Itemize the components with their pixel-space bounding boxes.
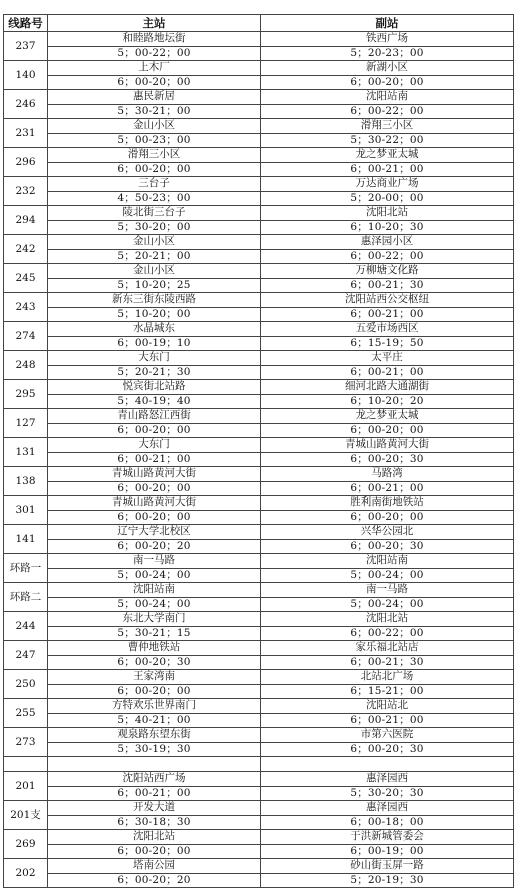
table-row	[4, 322, 514, 337]
main-station-name: 方特欢乐世界南门	[48, 699, 261, 714]
main-station-hours: 5；30-21；00	[48, 104, 261, 119]
table-row	[4, 467, 514, 482]
main-station-name: 开发大道	[48, 801, 261, 816]
route-number: 141	[4, 525, 48, 554]
route-number: 127	[4, 409, 48, 438]
main-station-hours: 6；00-20；00	[48, 684, 261, 699]
table-row	[4, 713, 514, 728]
table-row	[4, 786, 514, 801]
sub-station-name: 五爱市场西区	[261, 322, 514, 337]
sub-station-name: 兴华公园北	[261, 525, 514, 540]
main-station-name: 陵北街三台子	[48, 206, 261, 221]
main-station-name: 南一马路	[48, 554, 261, 569]
sub-station-name: 沈阳站南	[261, 554, 514, 569]
route-number: 202	[4, 859, 48, 888]
route-number: 242	[4, 235, 48, 264]
sub-station-hours: 5；30-20；30	[261, 786, 514, 801]
main-station-name: 金山小区	[48, 119, 261, 134]
main-station-name: 沈阳站南	[48, 583, 261, 598]
table-row	[4, 206, 514, 221]
table-row	[4, 336, 514, 351]
main-station-hours: 6；00-20；00	[48, 162, 261, 177]
main-station-name: 王家湾南	[48, 670, 261, 685]
sub-station-hours: 6；15-19；50	[261, 336, 514, 351]
sub-station-hours: 5；00-24；00	[261, 597, 514, 612]
main-station-hours: 5；40-19；40	[48, 394, 261, 409]
main-station-hours: 5；30-21；15	[48, 626, 261, 641]
route-number: 301	[4, 496, 48, 525]
main-station-hours: 5；00-24；00	[48, 597, 261, 612]
table-row	[4, 626, 514, 641]
route-table-body	[4, 32, 514, 888]
table-row	[4, 119, 514, 134]
main-station-name: 大东门	[48, 438, 261, 453]
sub-station-hours: 6；00-20；00	[261, 423, 514, 438]
route-number: 138	[4, 467, 48, 496]
main-station-name: 青城山路黄河大街	[48, 496, 261, 511]
spacer-row	[4, 757, 514, 772]
main-station-hours: 6；30-18；30	[48, 815, 261, 830]
table-row	[4, 568, 514, 583]
sub-station-hours: 6；00-22；00	[261, 104, 514, 119]
header-route-number: 线路号	[4, 15, 48, 32]
sub-station-name: 沈阳北站	[261, 206, 514, 221]
sub-station-hours: 6；00-18；00	[261, 815, 514, 830]
route-number: 296	[4, 148, 48, 177]
sub-station-name: 南一马路	[261, 583, 514, 598]
route-number: 247	[4, 641, 48, 670]
table-row	[4, 655, 514, 670]
table-row	[4, 148, 514, 163]
main-station-name: 大东门	[48, 351, 261, 366]
sub-station-hours: 6；00-21；30	[261, 278, 514, 293]
route-number: 255	[4, 699, 48, 728]
table-row	[4, 380, 514, 395]
table-row	[4, 873, 514, 888]
table-row	[4, 409, 514, 424]
sub-station-name: 于洪新城管委会	[261, 830, 514, 845]
sub-station-name: 万柳塘文化路	[261, 264, 514, 279]
main-station-hours: 6；00-20；00	[48, 75, 261, 90]
table-row	[4, 191, 514, 206]
table-row	[4, 641, 514, 656]
main-station-hours: 5；10-20；00	[48, 307, 261, 322]
table-row	[4, 815, 514, 830]
main-station-name: 沈阳北站	[48, 830, 261, 845]
sub-station-hours: 6；00-22；00	[261, 626, 514, 641]
sub-station-name: 胜利南街地铁站	[261, 496, 514, 511]
route-number: 201支	[4, 801, 48, 830]
main-station-hours: 6；00-20；30	[48, 655, 261, 670]
sub-station-name: 滑翔三小区	[261, 119, 514, 134]
table-row	[4, 220, 514, 235]
table-row	[4, 670, 514, 685]
main-station-name: 悦宾街北站路	[48, 380, 261, 395]
main-station-hours: 6；00-20；20	[48, 539, 261, 554]
route-number: 201	[4, 772, 48, 801]
table-row	[4, 104, 514, 119]
table-row	[4, 684, 514, 699]
table-row	[4, 859, 514, 874]
main-station-name: 金山小区	[48, 264, 261, 279]
main-station-name: 新东三街东陵西路	[48, 293, 261, 308]
sub-station-name: 沈阳北站	[261, 612, 514, 627]
main-station-hours: 6；00-21；00	[48, 786, 261, 801]
header-sub-station: 副站	[261, 15, 514, 32]
table-row	[4, 61, 514, 76]
table-row	[4, 365, 514, 380]
route-number: 232	[4, 177, 48, 206]
sub-station-hours: 6；00-21；00	[261, 162, 514, 177]
sub-station-hours: 6；10-20；30	[261, 220, 514, 235]
main-station-hours: 5；20-21；00	[48, 249, 261, 264]
sub-station-hours: 6；00-19；00	[261, 844, 514, 859]
table-row	[4, 801, 514, 816]
sub-station-name: 市第六医院	[261, 728, 514, 743]
sub-station-hours: 5；30-22；00	[261, 133, 514, 148]
sub-station-hours: 5；20-19；30	[261, 873, 514, 888]
sub-station-hours: 6；00-20；00	[261, 75, 514, 90]
table-row	[4, 264, 514, 279]
table-row	[4, 438, 514, 453]
table-row	[4, 293, 514, 308]
route-number: 269	[4, 830, 48, 859]
sub-station-name: 惠泽园小区	[261, 235, 514, 250]
main-station-hours: 5；00-22；00	[48, 46, 261, 61]
main-station-hours: 5；10-20；25	[48, 278, 261, 293]
header-row	[4, 15, 514, 32]
route-number: 环路一	[4, 554, 48, 583]
main-station-hours: 6；00-20；00	[48, 510, 261, 525]
table-row	[4, 133, 514, 148]
sub-station-hours: 6；00-21；00	[261, 365, 514, 380]
main-station-hours: 4；50-23；00	[48, 191, 261, 206]
route-number: 274	[4, 322, 48, 351]
main-station-hours: 6；00-20；00	[48, 423, 261, 438]
sub-station-name: 沈阳站西公交枢纽	[261, 293, 514, 308]
sub-station-hours: 6；00-21；30	[261, 655, 514, 670]
main-station-name: 观泉路东望东街	[48, 728, 261, 743]
route-number: 140	[4, 61, 48, 90]
route-number: 245	[4, 264, 48, 293]
table-row	[4, 728, 514, 743]
table-row	[4, 612, 514, 627]
spacer-cell	[4, 757, 48, 772]
sub-station-hours: 6；00-20；30	[261, 539, 514, 554]
sub-station-hours: 6；00-20；00	[261, 510, 514, 525]
sub-station-hours: 6；00-21；00	[261, 481, 514, 496]
table-row	[4, 583, 514, 598]
table-row	[4, 46, 514, 61]
sub-station-name: 马路湾	[261, 467, 514, 482]
table-row	[4, 75, 514, 90]
table-row	[4, 278, 514, 293]
sub-station-hours: 5；20-00；00	[261, 191, 514, 206]
route-number: 243	[4, 293, 48, 322]
bus-route-table	[3, 14, 514, 888]
table-row	[4, 699, 514, 714]
sub-station-hours: 6；10-20；20	[261, 394, 514, 409]
route-number: 246	[4, 90, 48, 119]
main-station-hours: 5；40-21；00	[48, 713, 261, 728]
table-row	[4, 452, 514, 467]
table-row	[4, 510, 514, 525]
sub-station-name: 家乐福北站店	[261, 641, 514, 656]
route-number: 环路二	[4, 583, 48, 612]
table-row	[4, 249, 514, 264]
main-station-hours: 6；00-19；10	[48, 336, 261, 351]
main-station-hours: 5；00-24；00	[48, 568, 261, 583]
sub-station-name: 龙之梦亚太城	[261, 409, 514, 424]
route-number: 231	[4, 119, 48, 148]
table-row	[4, 772, 514, 787]
route-number: 273	[4, 728, 48, 757]
main-station-name: 上木厂	[48, 61, 261, 76]
main-station-name: 和睦路地坛街	[48, 32, 261, 47]
route-number: 237	[4, 32, 48, 61]
header-main-station: 主站	[48, 15, 261, 32]
main-station-name: 东北大学南门	[48, 612, 261, 627]
sub-station-hours: 6；00-22；00	[261, 249, 514, 264]
sub-station-name: 惠泽园西	[261, 801, 514, 816]
sub-station-name: 新湖小区	[261, 61, 514, 76]
route-number: 295	[4, 380, 48, 409]
main-station-hours: 6；00-20；00	[48, 844, 261, 859]
main-station-hours: 5；30-20；00	[48, 220, 261, 235]
table-row	[4, 90, 514, 105]
main-station-hours: 5；20-21；30	[48, 365, 261, 380]
table-row	[4, 481, 514, 496]
route-number: 248	[4, 351, 48, 380]
main-station-name: 滑翔三小区	[48, 148, 261, 163]
table-row	[4, 235, 514, 250]
sub-station-name: 铁西广场	[261, 32, 514, 47]
main-station-hours: 6；00-20；20	[48, 873, 261, 888]
table-row	[4, 177, 514, 192]
main-station-name: 青城山路黄河大街	[48, 467, 261, 482]
table-row	[4, 525, 514, 540]
table-row	[4, 32, 514, 47]
sub-station-hours: 5；00-24；00	[261, 568, 514, 583]
main-station-name: 沈阳站西广场	[48, 772, 261, 787]
route-number: 131	[4, 438, 48, 467]
main-station-name: 惠民新居	[48, 90, 261, 105]
sub-station-name: 砂山街玉屏一路	[261, 859, 514, 874]
main-station-name: 辽宁大学北校区	[48, 525, 261, 540]
sub-station-name: 青城山路黄河大街	[261, 438, 514, 453]
sub-station-name: 细河北路大通湖街	[261, 380, 514, 395]
sub-station-hours: 6；00-20；30	[261, 742, 514, 757]
table-row	[4, 844, 514, 859]
sub-station-name: 惠泽园西	[261, 772, 514, 787]
sub-station-hours: 6；00-21；00	[261, 307, 514, 322]
sub-station-name: 万达商业广场	[261, 177, 514, 192]
main-station-name: 曹仲地铁站	[48, 641, 261, 656]
main-station-hours: 6；00-20；00	[48, 481, 261, 496]
sub-station-hours: 6；15-21；00	[261, 684, 514, 699]
route-number: 244	[4, 612, 48, 641]
table-row	[4, 307, 514, 322]
sub-station-name: 龙之梦亚太城	[261, 148, 514, 163]
sub-station-name: 沈阳站南	[261, 90, 514, 105]
table-row	[4, 830, 514, 845]
main-station-name: 青山路怒江西街	[48, 409, 261, 424]
table-row	[4, 742, 514, 757]
spacer-cell	[48, 757, 261, 772]
route-number: 250	[4, 670, 48, 699]
sub-station-name: 北站北广场	[261, 670, 514, 685]
sub-station-hours: 5；20-23；00	[261, 46, 514, 61]
table-row	[4, 597, 514, 612]
main-station-hours: 5；00-23；00	[48, 133, 261, 148]
sub-station-hours: 6；00-21；00	[261, 713, 514, 728]
table-row	[4, 423, 514, 438]
table-row	[4, 162, 514, 177]
main-station-name: 三台子	[48, 177, 261, 192]
table-row	[4, 351, 514, 366]
main-station-name: 塔南公园	[48, 859, 261, 874]
main-station-hours: 5；30-19；30	[48, 742, 261, 757]
spacer-cell	[261, 757, 514, 772]
table-row	[4, 394, 514, 409]
table-row	[4, 554, 514, 569]
main-station-name: 金山小区	[48, 235, 261, 250]
main-station-hours: 6；00-21；00	[48, 452, 261, 467]
sub-station-hours: 6；00-20；30	[261, 452, 514, 467]
sub-station-name: 太平庄	[261, 351, 514, 366]
route-number: 294	[4, 206, 48, 235]
sub-station-name: 沈阳站北	[261, 699, 514, 714]
table-row	[4, 539, 514, 554]
main-station-name: 水晶城东	[48, 322, 261, 337]
table-row	[4, 496, 514, 511]
